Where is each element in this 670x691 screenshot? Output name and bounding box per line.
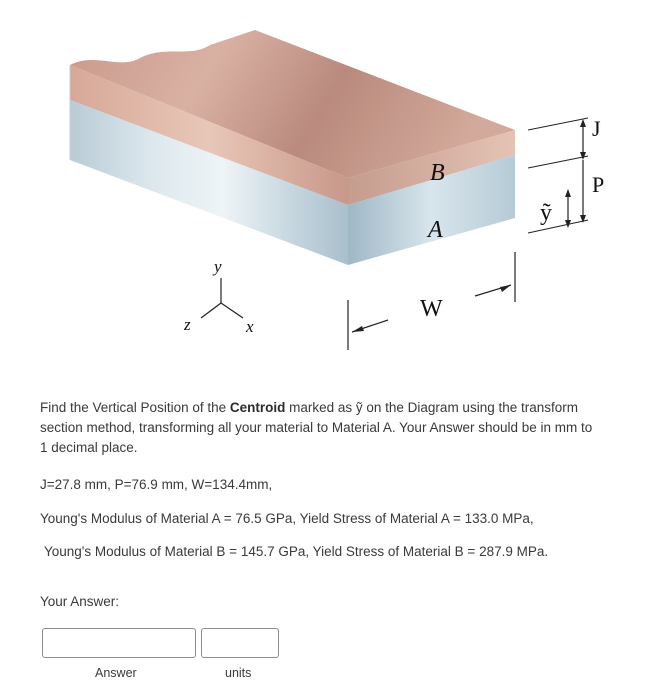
label-j: J <box>592 116 601 141</box>
label-a: A <box>428 217 443 243</box>
material-b-properties: Young's Modulus of Material B = 145.7 GPa, Yield Stress of Material B = 287.9 MPa. <box>44 544 549 559</box>
label-p: P <box>592 172 605 197</box>
label-ybar: ỹ <box>540 200 552 226</box>
axis-z-label: z <box>184 315 191 334</box>
axis-y-label: y <box>214 257 222 276</box>
answer-sublabel: Answer <box>95 666 137 680</box>
z-axis <box>201 303 221 318</box>
answer-input[interactable] <box>42 628 196 658</box>
units-input[interactable] <box>201 628 279 658</box>
question-text: Find the Vertical Position of the Centroid marked as ỹ on the Diagram using the transform section method, transforming all your material to Material A. Your Answer should be in mm to 1 decimal place. <box>40 400 593 455</box>
label-b: B <box>430 160 445 186</box>
given-dimensions: J=27.8 mm, P=76.9 mm, W=134.4mm, <box>40 477 273 492</box>
material-a-properties: Young's Modulus of Material A = 76.5 GPa, Yield Stress of Material A = 133.0 MPa, <box>40 511 534 526</box>
axis-x-label: x <box>246 317 254 336</box>
units-sublabel: units <box>225 666 252 680</box>
label-w: W <box>420 296 443 322</box>
centroid-keyword: Centroid <box>229 400 286 415</box>
your-answer-label: Your Answer: <box>40 594 120 609</box>
x-axis <box>221 303 243 318</box>
